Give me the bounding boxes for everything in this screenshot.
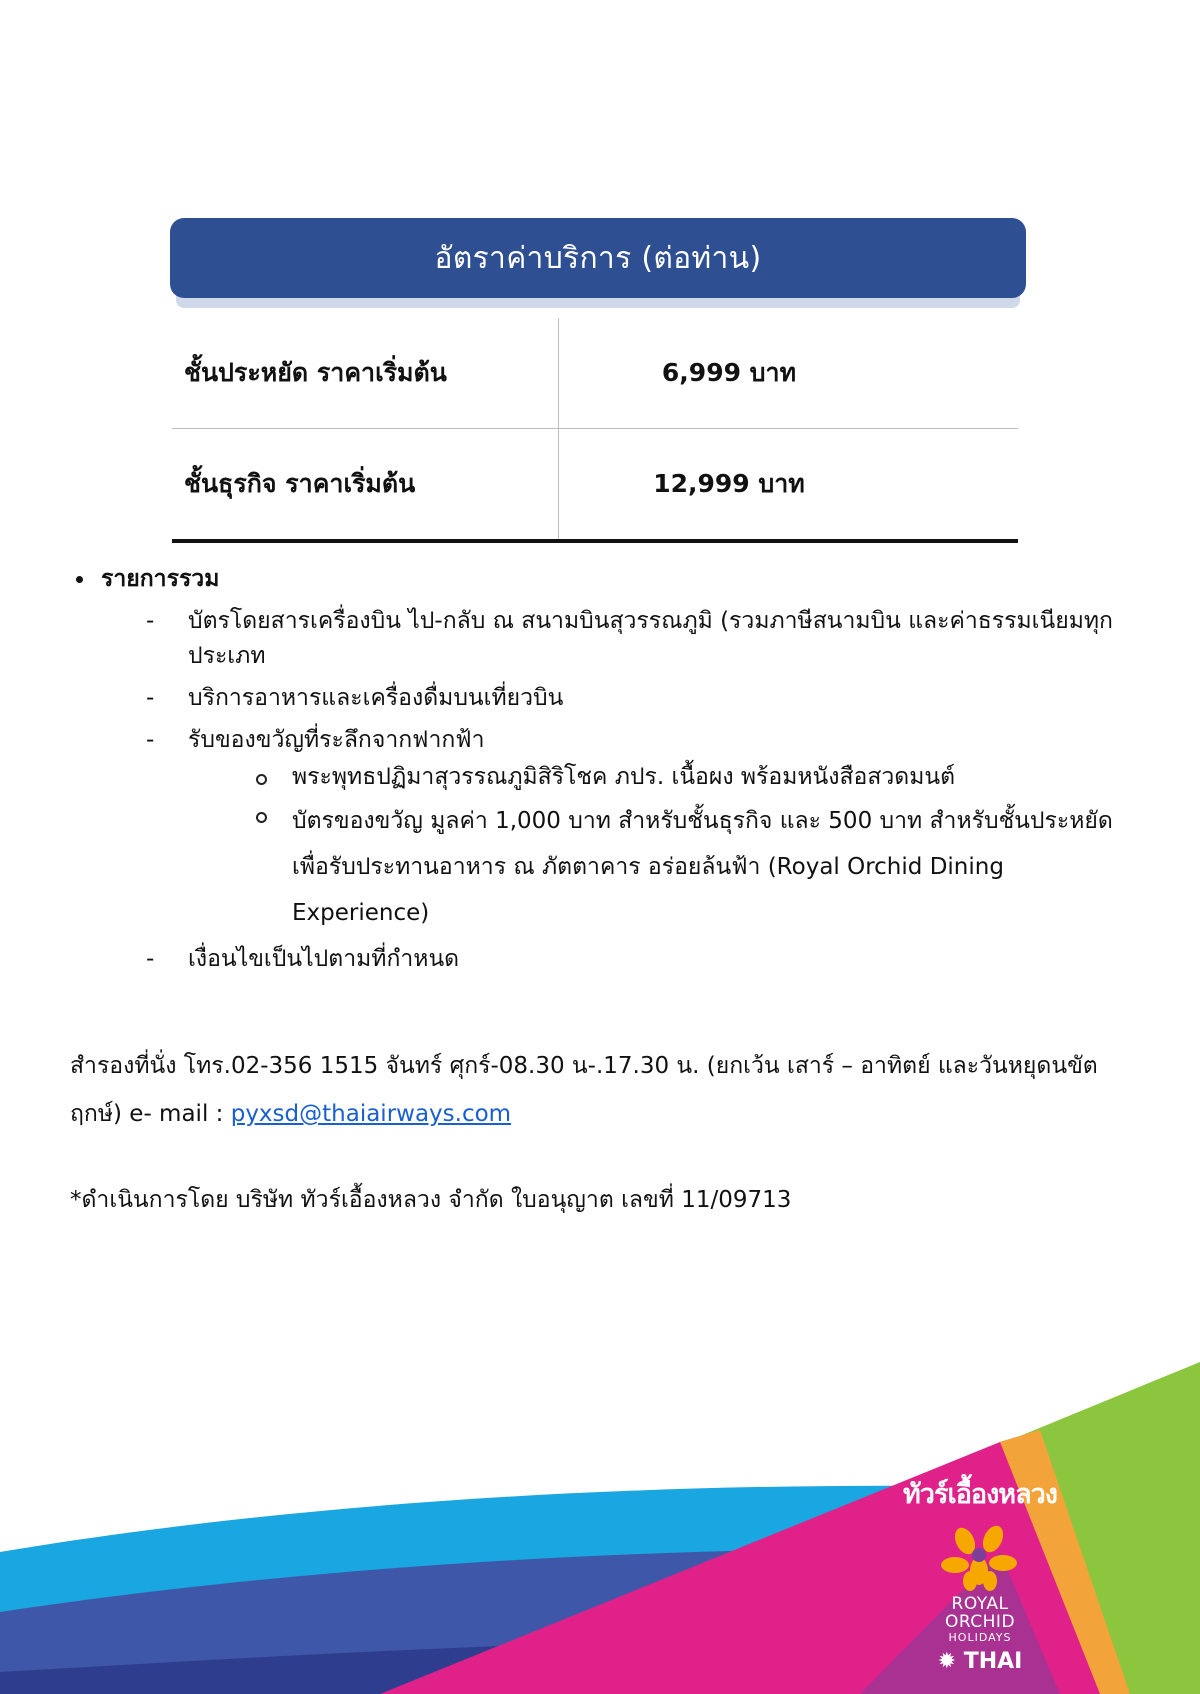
circle-bullet-icon — [256, 774, 267, 785]
list-item: - บัตรโดยสารเครื่องบิน ไป-กลับ ณ สนามบินสุวรรณภูมิ (รวมภาษีสนามบิน และค่าธรรมเนียมทุกประเภท — [70, 604, 1140, 675]
economy-price: 6,999 บาท — [559, 318, 1019, 429]
operator-note: *ดำเนินการโดย บริษัท ทัวร์เอื้องหลวง จำกัด ใบอนุญาต เลขที่ 11/09713 — [70, 1187, 792, 1213]
includes-section — [70, 562, 1140, 977]
brand-logo — [880, 1472, 1080, 1674]
bullet-icon — [76, 576, 83, 583]
business-label: ชั้นธุรกิจ ราคาเริ่มต้น — [172, 429, 559, 542]
airline-name: THAI — [963, 1649, 1023, 1674]
price-table — [172, 318, 1018, 543]
brand-royal: ROYAL — [951, 1594, 1009, 1614]
table-row — [172, 429, 1018, 542]
email-link[interactable]: pyxsd@thaiairways.com — [230, 1101, 512, 1128]
includes-heading — [70, 562, 1140, 598]
brand-holidays: HOLIDAYS — [948, 1631, 1012, 1644]
airline-logo — [880, 1649, 1080, 1674]
table-row — [172, 318, 1018, 429]
pricing-title: อัตราค่าบริการ (ต่อท่าน) — [434, 240, 762, 276]
thai-swirl-icon: ✹ — [937, 1649, 957, 1674]
gift-item — [70, 798, 1140, 936]
contact-info — [70, 1042, 1140, 1139]
list-item: - เงื่อนไขเป็นไปตามที่กำหนด — [70, 942, 1140, 978]
business-price: 12,999 บาท — [653, 469, 805, 498]
gift-text: พระพุทธปฏิมาสุวรรณภูมิสิริโชค ภปร. เนื้อผง พร้อมหนังสือสวดมนต์ — [292, 764, 956, 791]
gift-text: บัตรของขวัญ มูลค่า 1,000 บาท สำหรับชั้นธุรกิจ และ 500 บาท สำหรับชั้นประหยัด เพื่อรับประทานอาหาร ณ ภัตตาคาร อร่อยล้นฟ้า (Royal Orchid Dining Experience) — [292, 807, 1113, 926]
list-item: - บริการอาหารและเครื่องดื่มบนเที่ยวบิน — [70, 681, 1140, 717]
contact-text: สำรองที่นั่ง โทร.02-356 1515 จันทร์ ศุกร์-08.30 น-.17.30 น. (ยกเว้น เสาร์ – อาทิตย์ และวันหยุดนขัตฤกษ์) e- mail : — [70, 1053, 1098, 1128]
circle-bullet-icon — [256, 812, 267, 823]
pricing-header — [170, 218, 1026, 298]
orchid-icon — [935, 1521, 1025, 1593]
brand-orchid: ORCHID — [944, 1612, 1016, 1632]
economy-label: ชั้นประหยัด ราคาเริ่มต้น — [172, 318, 559, 429]
brand-thai-name: ทัวร์เอื้องหลวง — [903, 1479, 1057, 1510]
gift-item — [70, 760, 1140, 796]
list-item: - รับของขวัญที่ระลึกจากฟากฟ้า — [70, 723, 1140, 759]
includes-heading-text: รายการรวม — [101, 566, 220, 592]
